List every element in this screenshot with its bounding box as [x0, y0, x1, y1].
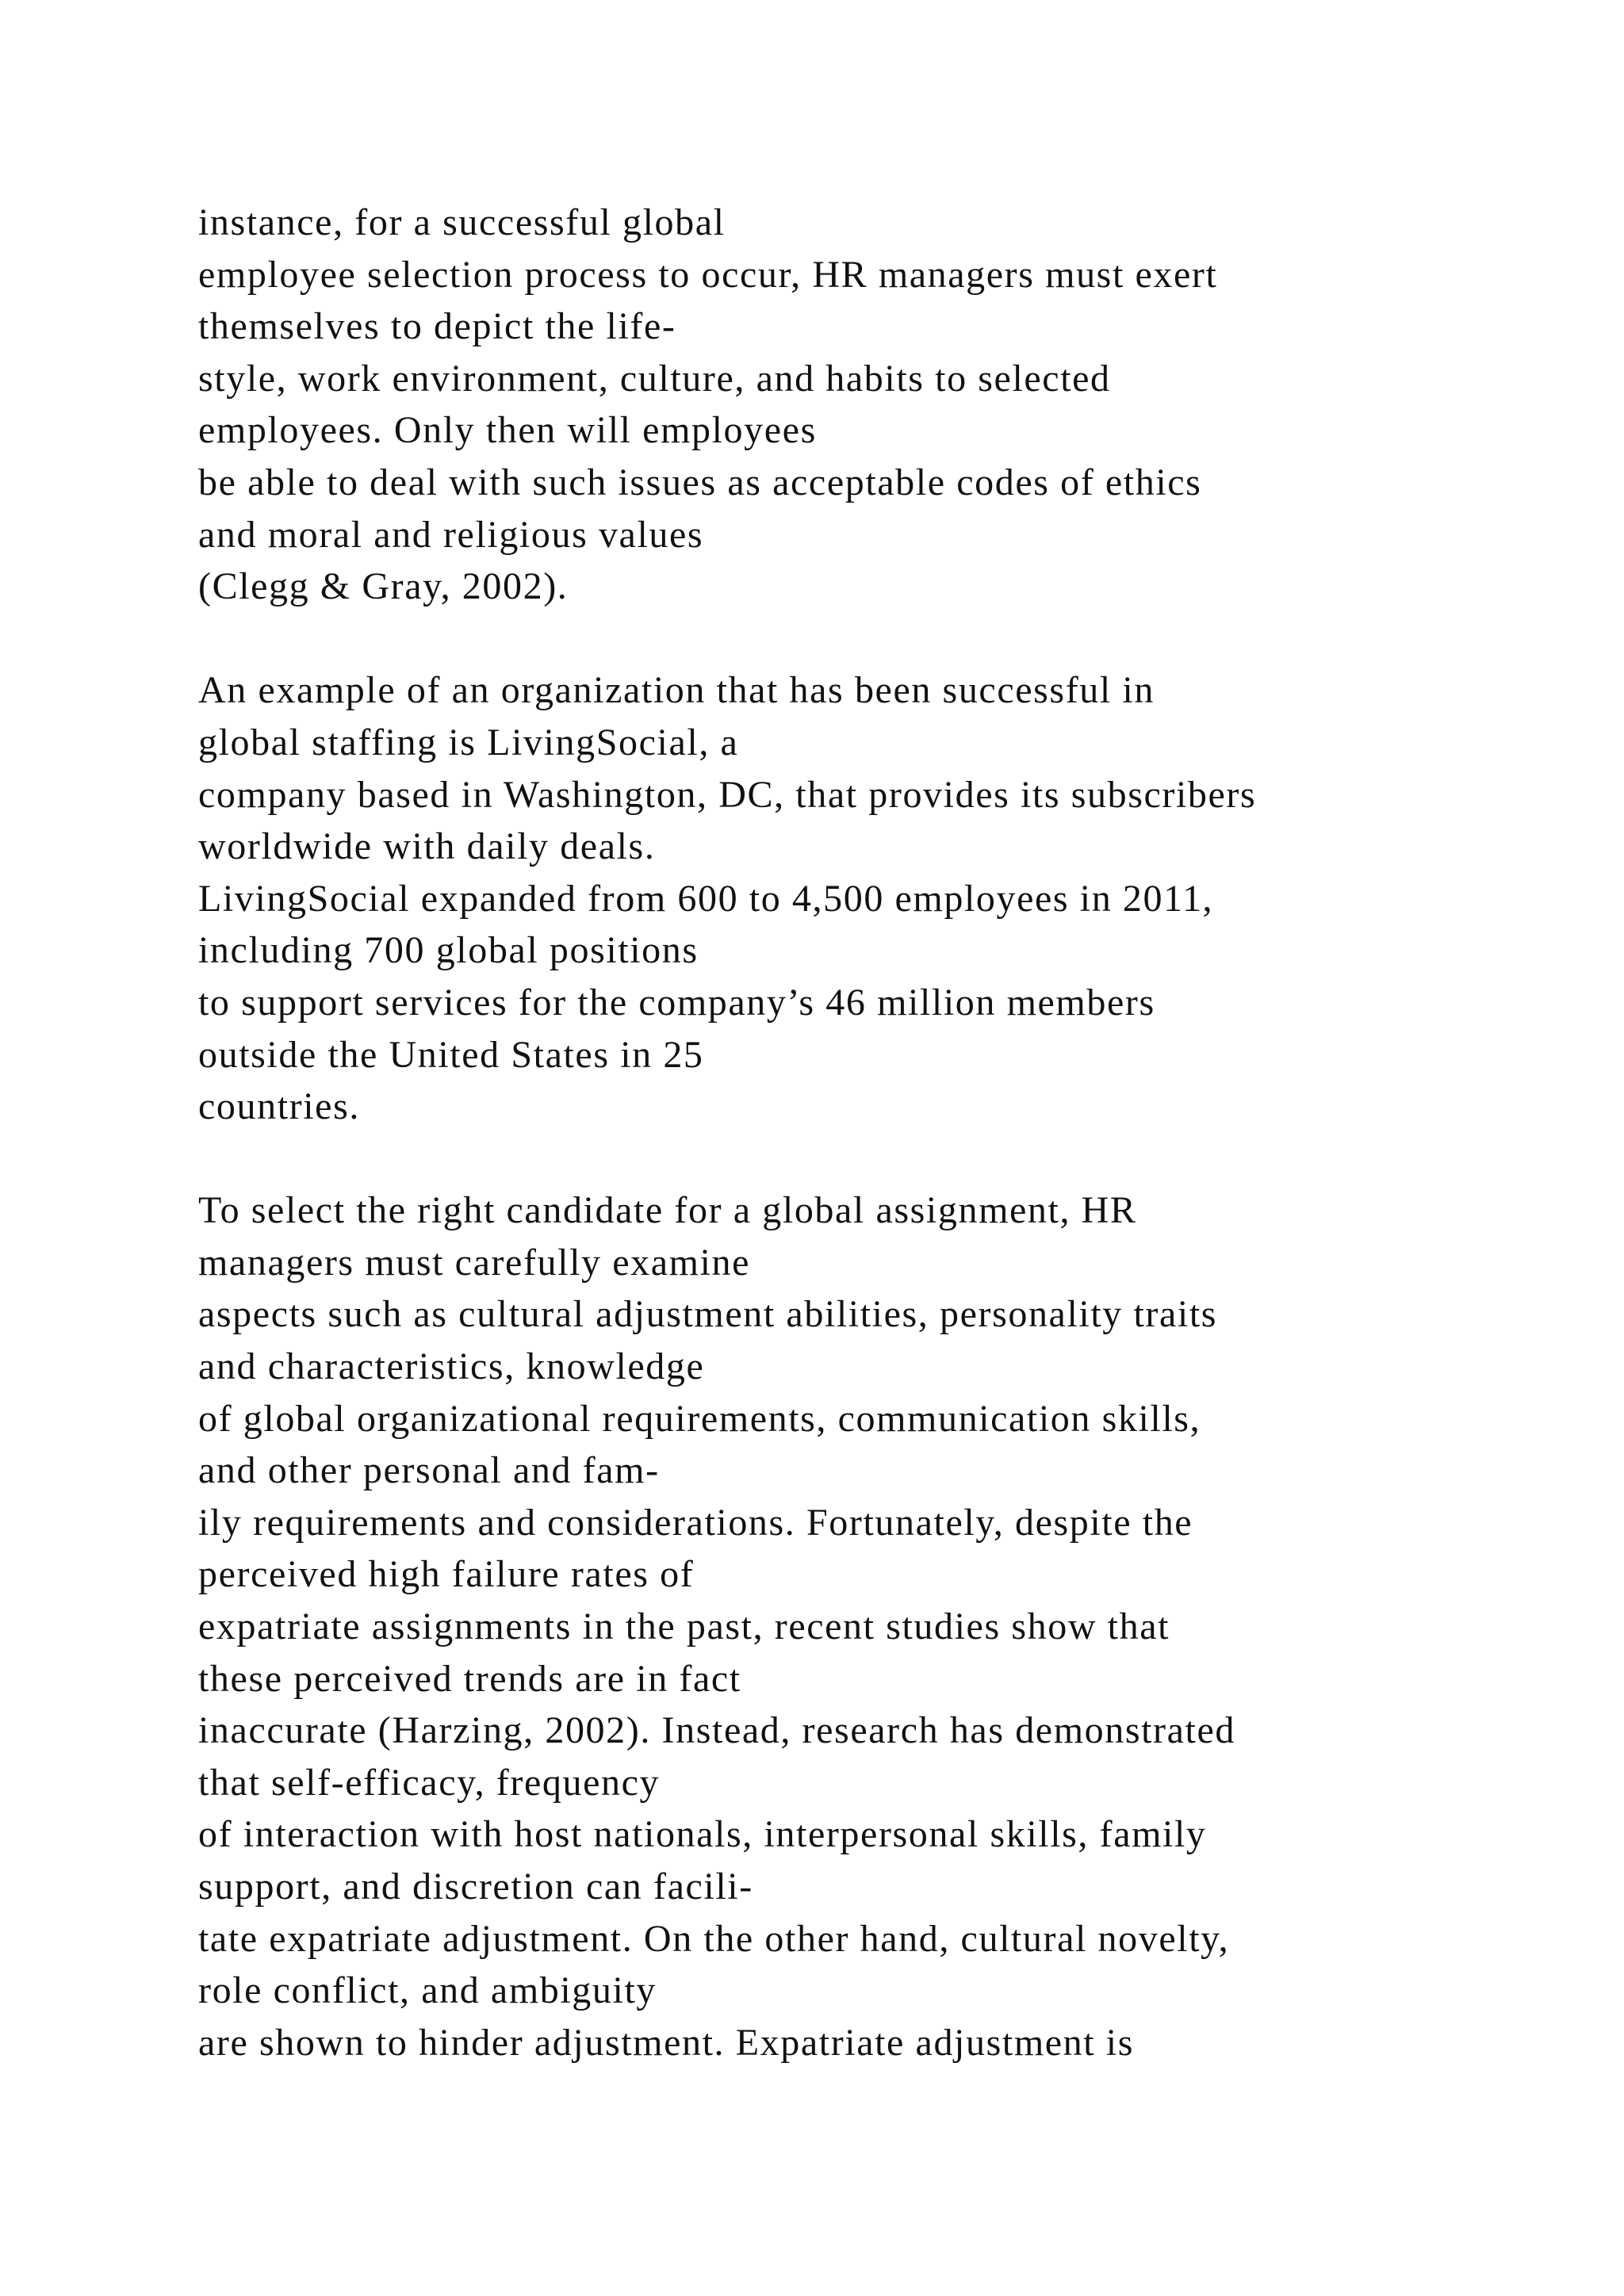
text-line: managers must carefully examine	[198, 1241, 751, 1284]
text-line: role conflict, and ambiguity	[198, 1969, 657, 2012]
text-line: An example of an organization that has been successful in	[198, 669, 1155, 712]
text-line: of global organizational requirements, communication skills,	[198, 1397, 1201, 1440]
paragraph-gap	[198, 613, 1546, 665]
text-line: and moral and religious values	[198, 513, 704, 556]
text-line: support, and discretion can facili-	[198, 1866, 753, 1908]
text-line: be able to deal with such issues as acceptable codes of ethics	[198, 461, 1202, 503]
paragraph-1	[198, 197, 1546, 613]
paragraph-2	[198, 664, 1546, 1132]
text-line: these perceived trends are in fact	[198, 1657, 741, 1700]
text-line: employee selection process to occur, HR managers must exert	[198, 253, 1218, 296]
text-line: countries.	[198, 1085, 360, 1128]
text-line: global staffing is LivingSocial, a	[198, 721, 739, 763]
text-line: themselves to depict the life-	[198, 305, 676, 348]
text-line: employees. Only then will employees	[198, 409, 817, 452]
text-line: are shown to hinder adjustment. Expatriate adjustment is	[198, 2021, 1135, 2064]
text-line: company based in Washington, DC, that provides its subscribers	[198, 773, 1257, 816]
text-line: ily requirements and considerations. Fortunately, despite the	[198, 1501, 1193, 1544]
text-line: including 700 global positions	[198, 929, 699, 972]
paragraph-gap	[198, 1133, 1546, 1185]
paragraph-3	[198, 1184, 1546, 2068]
text-line: of interaction with host nationals, interpersonal skills, family	[198, 1813, 1207, 1856]
text-line: aspects such as cultural adjustment abilities, personality traits	[198, 1293, 1218, 1336]
text-line: that self-efficacy, frequency	[198, 1761, 661, 1804]
text-line: style, work environment, culture, and habits to selected	[198, 357, 1111, 400]
text-line: instance, for a successful global	[198, 201, 726, 243]
text-line: expatriate assignments in the past, recent studies show that	[198, 1605, 1170, 1648]
text-line: LivingSocial expanded from 600 to 4,500 employees in 2011,	[198, 877, 1214, 920]
text-line: tate expatriate adjustment. On the other hand, cultural novelty,	[198, 1917, 1230, 1960]
text-line: inaccurate (Harzing, 2002). Instead, research has demonstrated	[198, 1709, 1235, 1752]
text-line: to support services for the company’s 46 million members	[198, 981, 1155, 1024]
document-body	[198, 197, 1546, 2068]
text-line: outside the United States in 25	[198, 1033, 704, 1076]
text-line: worldwide with daily deals.	[198, 825, 656, 868]
text-line: perceived high failure rates of	[198, 1553, 695, 1596]
text-line: To select the right candidate for a global assignment, HR	[198, 1189, 1137, 1232]
text-line: and characteristics, knowledge	[198, 1345, 705, 1388]
text-line: (Clegg & Gray, 2002).	[198, 565, 569, 608]
text-line: and other personal and fam-	[198, 1449, 660, 1492]
